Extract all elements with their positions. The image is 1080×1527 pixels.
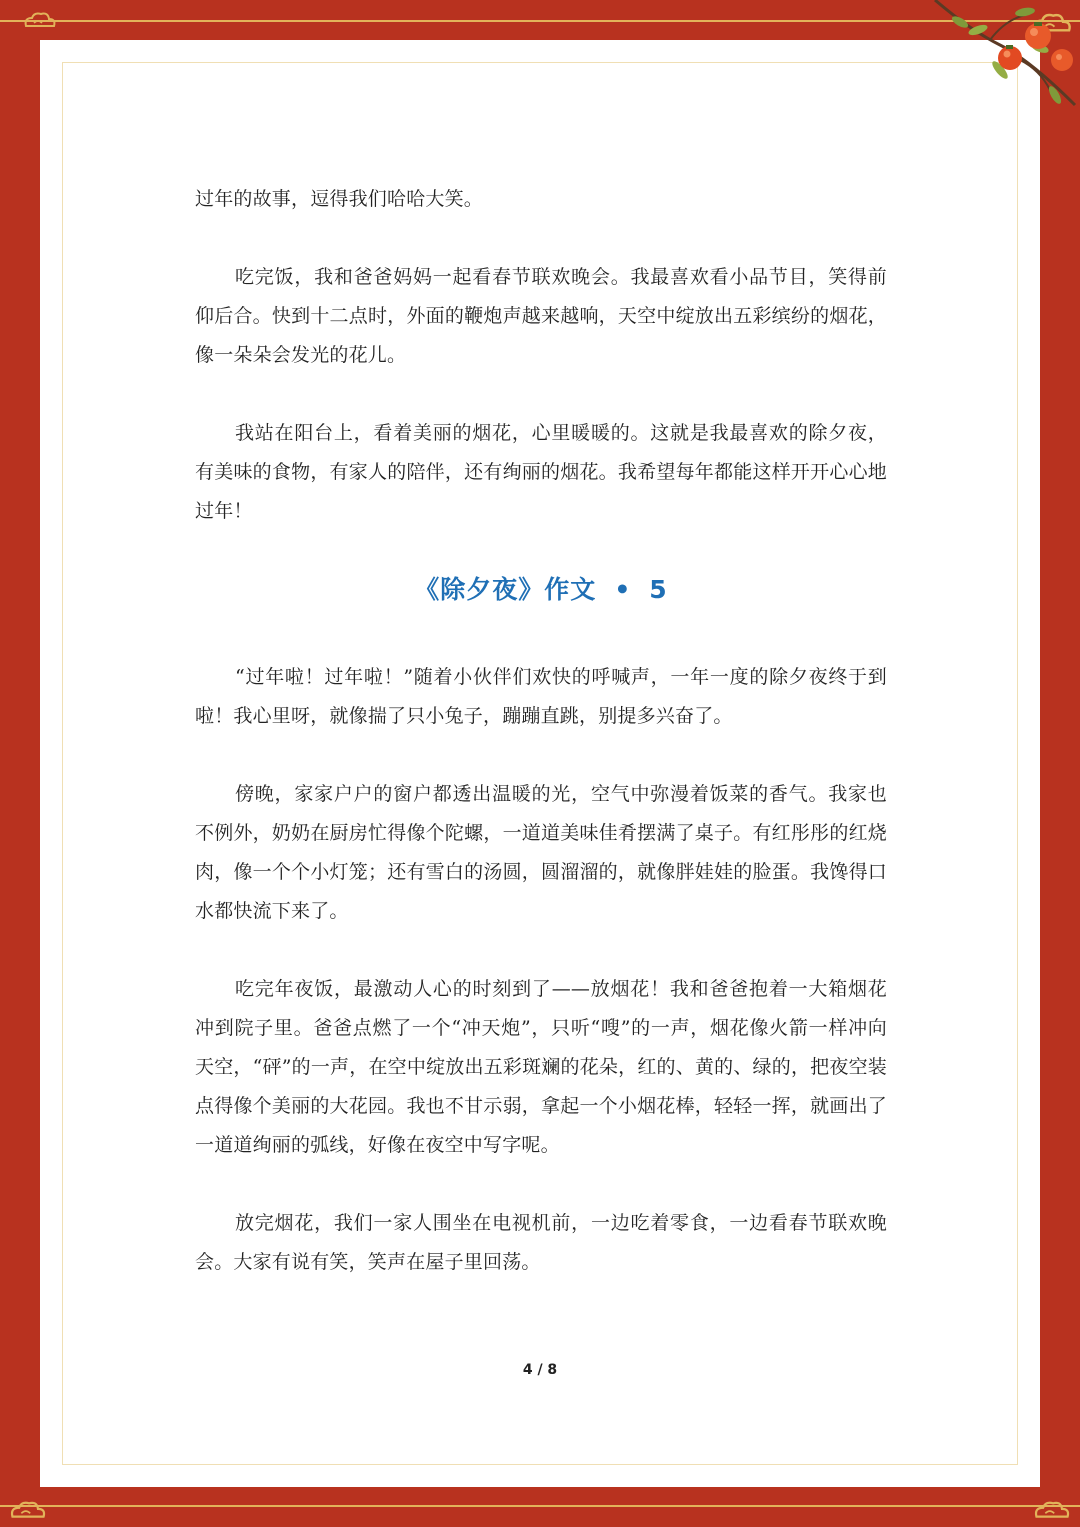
bottom-gold-border xyxy=(0,1505,1080,1507)
section-heading xyxy=(195,570,887,606)
paragraph: 吃完饭，我和爸爸妈妈一起看春节联欢晚会。我最喜欢看小品节目，笑得前仰后合。快到十二点时，外面的鞭炮声越来越响，天空中绽放出五彩缤纷的烟花，像一朵朵会发光的花儿。 xyxy=(195,266,887,366)
heading-separator: • xyxy=(614,575,632,604)
section-title: 《除夕夜》作文 xyxy=(414,575,597,604)
paragraph: 我站在阳台上，看着美丽的烟花，心里暖暖的。这就是我最喜欢的除夕夜，有美味的食物，有家人的陪伴，还有绚丽的烟花。我希望每年都能这样开开心心地过年！ xyxy=(195,422,887,522)
paragraph: 傍晚，家家户户的窗户都透出温暖的光，空气中弥漫着饭菜的香气。我家也不例外，奶奶在厨房忙得像个陀螺，一道道美味佳肴摆满了桌子。有红彤彤的红烧肉，像一个个小灯笼；还有雪白的汤圆，圆溜溜的，就像胖娃娃的脸蛋。我馋得口水都快流下来了。 xyxy=(195,783,887,922)
document-body xyxy=(195,180,887,1321)
paragraph: 过年的故事，逗得我们哈哈大笑。 xyxy=(195,188,484,210)
paragraph: 放完烟花，我们一家人围坐在电视机前，一边吃着零食，一边看春节联欢晚会。大家有说有笑，笑声在屋子里回荡。 xyxy=(195,1212,887,1273)
paragraph: “过年啦！过年啦！”随着小伙伴们欢快的呼喊声，一年一度的除夕夜终于到啦！我心里呀，就像揣了只小兔子，蹦蹦直跳，别提多兴奋了。 xyxy=(195,666,887,727)
page-number: 4 / 8 xyxy=(522,1362,558,1378)
paragraph: 吃完年夜饭，最激动人心的时刻到了——放烟花！我和爸爸抱着一大箱烟花冲到院子里。爸爸点燃了一个“冲天炮”，只听“嗖”的一声，烟花像火箭一样冲向天空，“砰”的一声，在空中绽放出五彩斑斓的花朵，红的、黄的、绿的，把夜空装点得像个美丽的大花园。我也不甘示弱，拿起一个小烟花棒，轻轻一挥，就画出了一道道绚丽的弧线，好像在夜空中写字呢。 xyxy=(195,978,887,1156)
section-number: 5 xyxy=(649,575,668,604)
auspicious-cloud-icon xyxy=(1032,1496,1072,1524)
persimmon-branch-icon xyxy=(930,0,1080,115)
auspicious-cloud-icon xyxy=(22,10,58,30)
top-gold-border xyxy=(0,20,1080,22)
auspicious-cloud-icon xyxy=(8,1496,48,1524)
